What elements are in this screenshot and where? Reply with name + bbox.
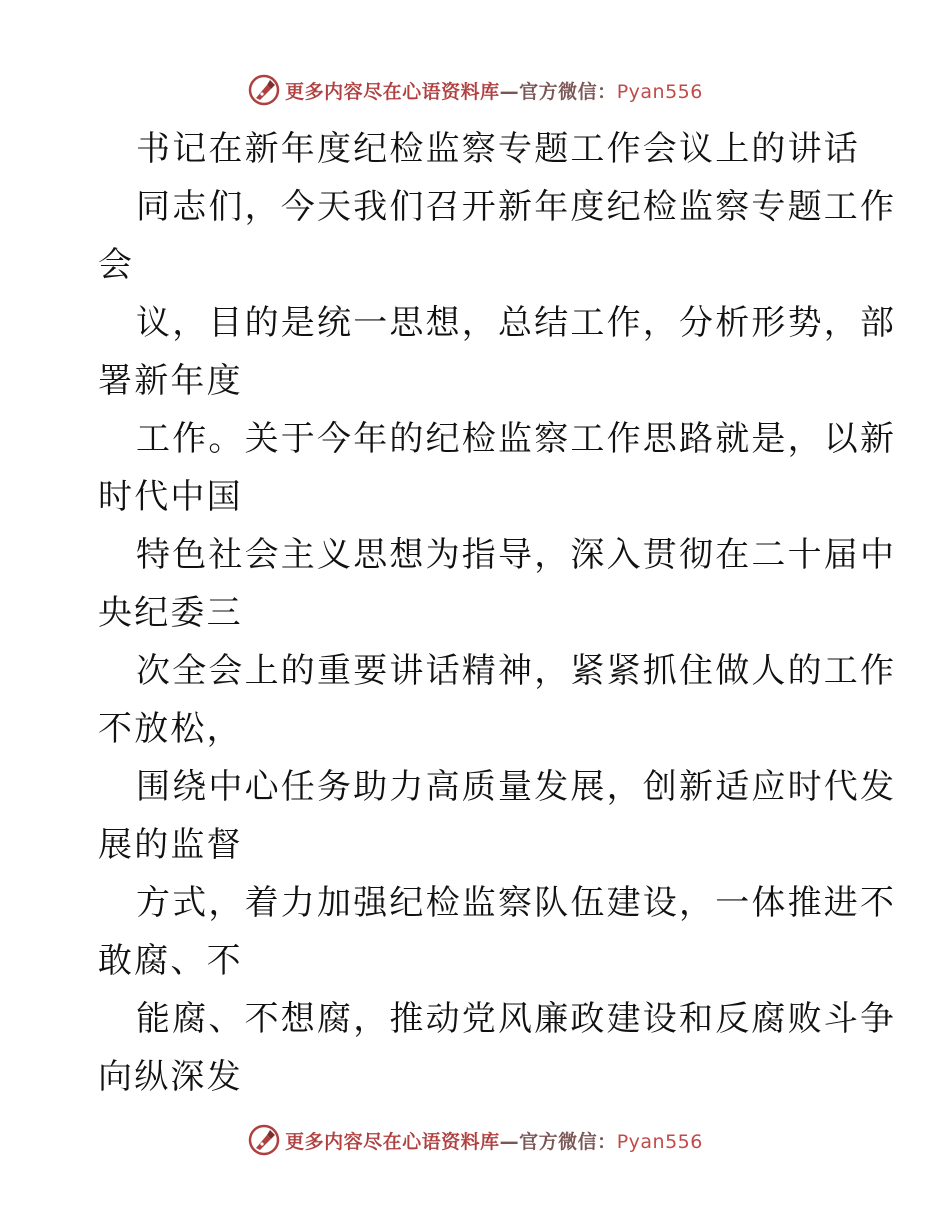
text-line: 方式，着力加强纪检监察队伍建设，一体推进不 <box>136 883 897 923</box>
text-line: 同志们，今天我们召开新年度纪检监察专题工作 <box>136 187 897 227</box>
text-line: 议，目的是统一思想，总结工作，分析形势，部 <box>136 303 897 343</box>
text-line: 能腐、不想腐，推动党风廉政建设和反腐败斗争 <box>136 999 897 1039</box>
watermark-text: 更多内容尽在心语资料库—官方微信：Pyan556 <box>285 80 703 103</box>
text-line: 展的监督 <box>98 825 243 865</box>
document-title: 书记在新年度纪检监察专题工作会议上的讲话 <box>136 129 860 169</box>
text-line: 向纵深发 <box>98 1057 243 1097</box>
text-line: 署新年度 <box>98 361 243 401</box>
text-line: 围绕中心任务助力高质量发展，创新适应时代发 <box>136 767 897 807</box>
pen-nib-logo-icon <box>247 73 281 107</box>
text-line: 特色社会主义思想为指导，深入贯彻在二十届中 <box>136 535 897 575</box>
footer-watermark <box>0 1120 950 1160</box>
text-line: 央纪委三 <box>98 593 243 633</box>
text-line: 时代中国 <box>98 477 243 517</box>
pen-nib-logo-icon <box>247 1123 281 1157</box>
text-line: 次全会上的重要讲话精神，紧紧抓住做人的工作 <box>136 651 897 691</box>
text-line: 敢腐、不 <box>98 941 243 981</box>
text-line: 不放松， <box>98 709 243 749</box>
watermark-text: 更多内容尽在心语资料库—官方微信：Pyan556 <box>285 1130 703 1153</box>
document-body <box>98 120 897 1106</box>
header-watermark <box>0 70 950 110</box>
text-line: 会 <box>98 245 135 285</box>
text-line: 工作。关于今年的纪检监察工作思路就是，以新 <box>136 419 897 459</box>
